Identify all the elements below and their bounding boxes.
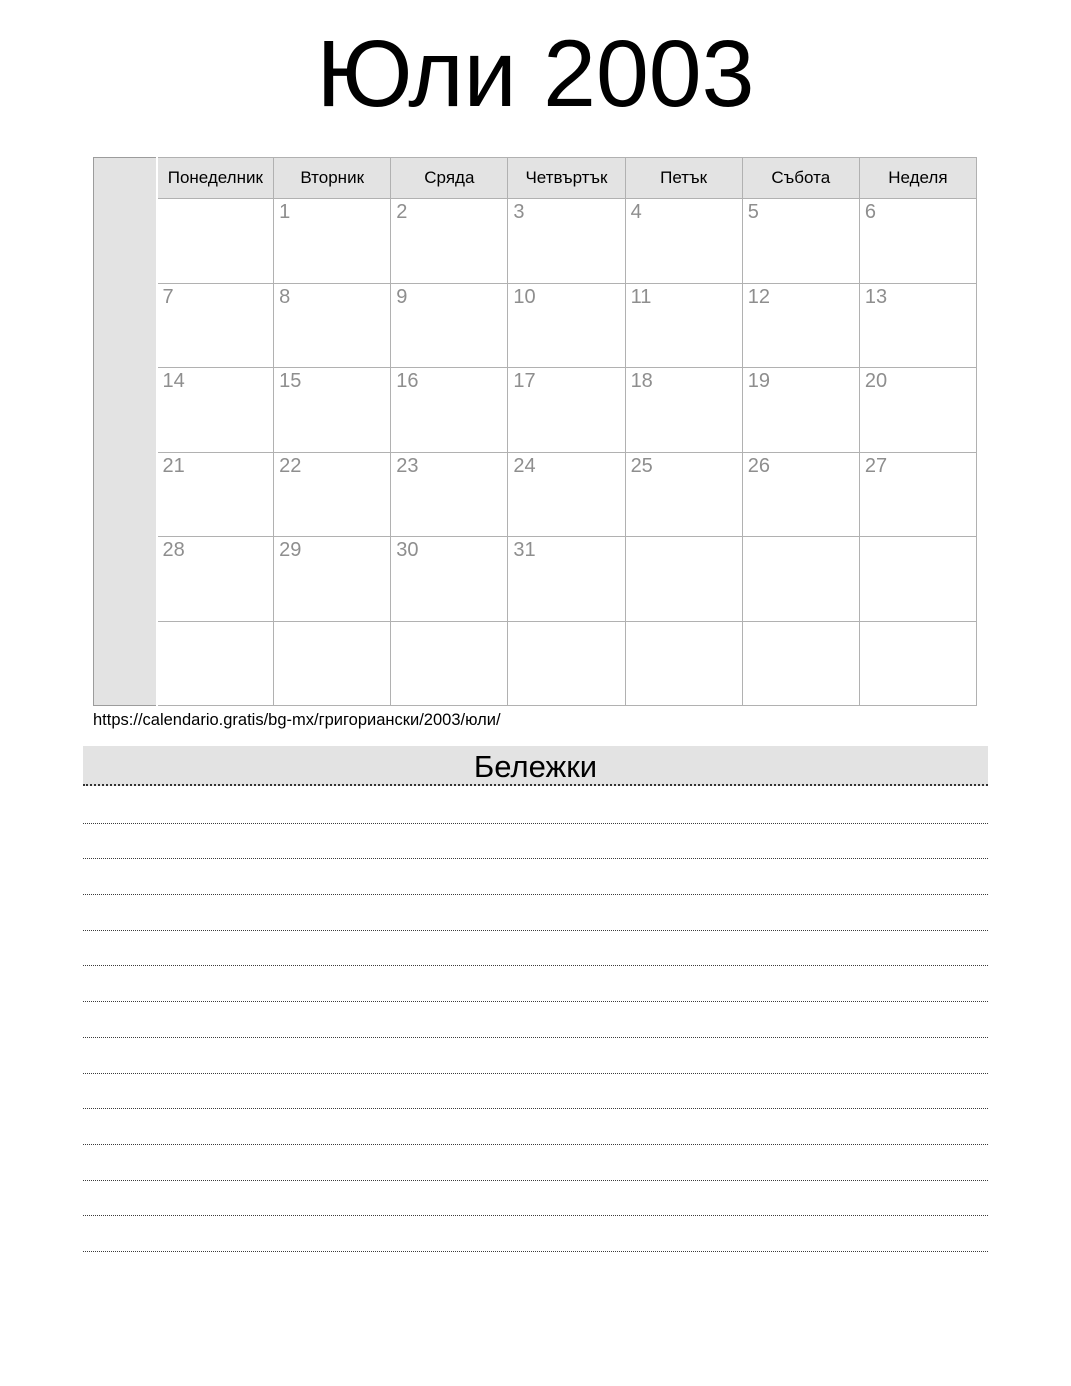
day-cell: 16 [391, 368, 508, 453]
day-cell: 8 [274, 283, 391, 368]
weekday-header-tuesday: Вторник [274, 158, 391, 199]
weekday-header-wednesday: Сряда [391, 158, 508, 199]
weekday-header-friday: Петък [625, 158, 742, 199]
day-cell [157, 199, 274, 284]
notes-line [83, 1109, 988, 1145]
day-cell: 28 [157, 537, 274, 622]
day-cell: 29 [274, 537, 391, 622]
notes-header [83, 746, 988, 786]
day-cell: 24 [508, 452, 625, 537]
day-cell: 11 [625, 283, 742, 368]
page-title: Юли 2003 [316, 21, 755, 127]
day-cell: 6 [859, 199, 976, 284]
day-cell: 20 [859, 368, 976, 453]
day-cell: 9 [391, 283, 508, 368]
day-cell: 5 [742, 199, 859, 284]
notes-line [83, 859, 988, 895]
week-row [94, 199, 977, 284]
day-cell: 27 [859, 452, 976, 537]
calendar-table [93, 157, 977, 706]
day-cell [859, 537, 976, 622]
notes-line [83, 966, 988, 1002]
notes-line [83, 1002, 988, 1038]
day-cell: 2 [391, 199, 508, 284]
day-cell [391, 621, 508, 706]
weekday-header-thursday: Четвъртък [508, 158, 625, 199]
day-cell: 1 [274, 199, 391, 284]
notes-line [83, 1181, 988, 1217]
day-cell: 23 [391, 452, 508, 537]
day-cell: 15 [274, 368, 391, 453]
week-row [94, 283, 977, 368]
day-cell [859, 621, 976, 706]
week-row [94, 452, 977, 537]
notes-line [83, 931, 988, 967]
notes-line [83, 824, 988, 860]
day-cell [742, 537, 859, 622]
day-cell: 7 [157, 283, 274, 368]
notes-lines [83, 788, 988, 1252]
notes-line [83, 1216, 988, 1252]
day-cell: 12 [742, 283, 859, 368]
week-row [94, 621, 977, 706]
day-cell [742, 621, 859, 706]
notes-line [83, 895, 988, 931]
weekday-header-monday: Понеделник [157, 158, 274, 199]
day-cell [274, 621, 391, 706]
notes-title: Бележки [473, 749, 598, 784]
source-url-text: https://calendario.gratis/bg-mx/григориански/2003/юли/ [93, 711, 501, 729]
day-cell: 22 [274, 452, 391, 537]
day-cell: 4 [625, 199, 742, 284]
day-cell: 26 [742, 452, 859, 537]
day-cell [625, 537, 742, 622]
day-cell: 21 [157, 452, 274, 537]
day-cell: 31 [508, 537, 625, 622]
notes-line [83, 1038, 988, 1074]
week-number-column [94, 158, 157, 706]
day-cell: 14 [157, 368, 274, 453]
notes-line [83, 788, 988, 824]
notes-line [83, 1074, 988, 1110]
day-cell: 19 [742, 368, 859, 453]
day-cell: 18 [625, 368, 742, 453]
week-row [94, 537, 977, 622]
day-cell [625, 621, 742, 706]
day-cell [157, 621, 274, 706]
day-cell: 13 [859, 283, 976, 368]
day-cell: 10 [508, 283, 625, 368]
weekday-header-row [94, 158, 977, 199]
notes-line [83, 1145, 988, 1181]
day-cell: 30 [391, 537, 508, 622]
weekday-header-sunday: Неделя [859, 158, 976, 199]
day-cell [508, 621, 625, 706]
day-cell: 3 [508, 199, 625, 284]
day-cell: 25 [625, 452, 742, 537]
week-row [94, 368, 977, 453]
weekday-header-saturday: Събота [742, 158, 859, 199]
day-cell: 17 [508, 368, 625, 453]
